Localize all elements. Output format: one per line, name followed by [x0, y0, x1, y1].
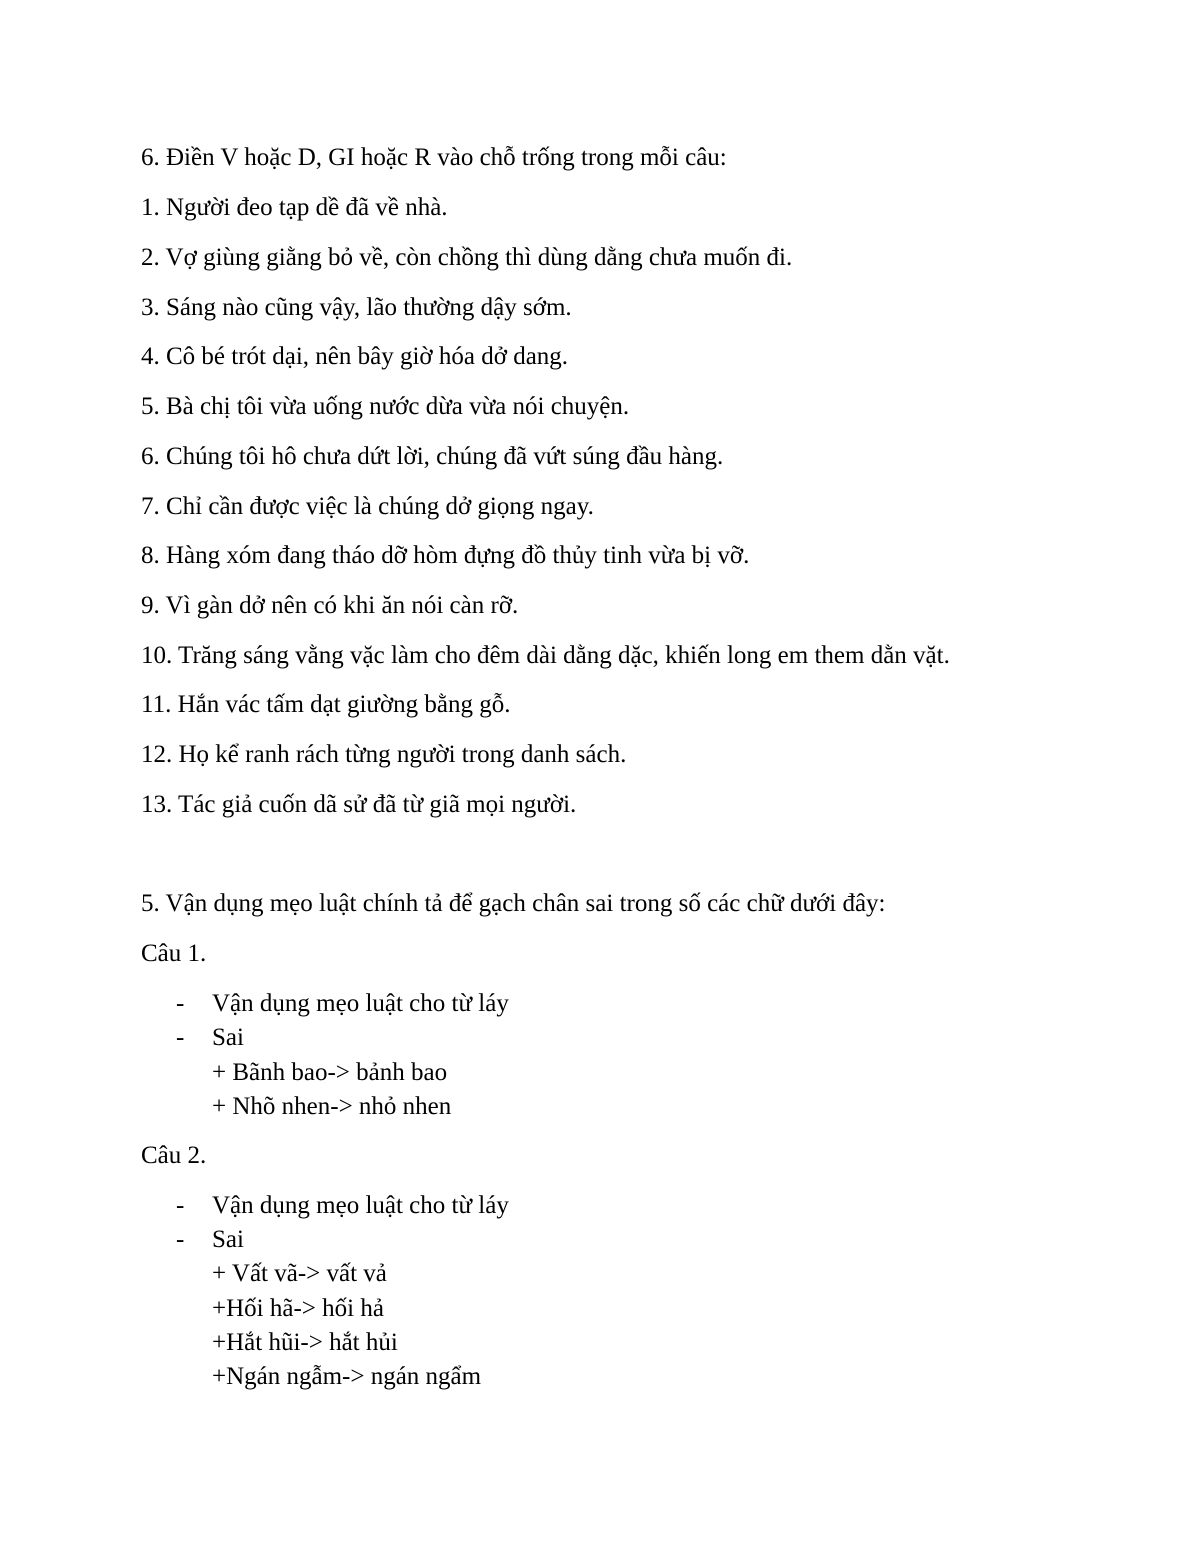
question-2-bullet-2: Sai: [212, 1226, 244, 1253]
question-1-label: Câu 1.: [141, 940, 207, 967]
exercise-6-item-4: 4. Cô bé trót dại, nên bây giờ hóa dở dang.: [141, 343, 569, 370]
exercise-5-heading: 5. Vận dụng mẹo luật chính tả để gạch chân sai trong số các chữ dưới đây:: [141, 890, 886, 917]
question-2-bullet-1: Vận dụng mẹo luật cho từ láy: [212, 1192, 509, 1219]
bullet-marker: -: [176, 1024, 185, 1051]
bullet-marker: -: [176, 990, 185, 1017]
question-2-correction-3: +Hắt hũi-> hắt hủi: [212, 1329, 398, 1356]
bullet-marker: -: [176, 1192, 185, 1219]
exercise-6-item-2: 2. Vợ giùng giằng bỏ về, còn chồng thì dùng dằng chưa muốn đi.: [141, 244, 793, 271]
exercise-6-item-6: 6. Chúng tôi hô chưa dứt lời, chúng đã vứt súng đầu hàng.: [141, 443, 724, 470]
exercise-6-item-3: 3. Sáng nào cũng vậy, lão thường dậy sớm.: [141, 294, 572, 321]
bullet-marker: -: [176, 1226, 185, 1253]
exercise-6-item-5: 5. Bà chị tôi vừa uống nước dừa vừa nói chuyện.: [141, 393, 630, 420]
question-2-label: Câu 2.: [141, 1142, 207, 1169]
exercise-6-item-13: 13. Tác giả cuốn dã sử đã từ giã mọi người.: [141, 791, 577, 818]
question-2-correction-2: +Hối hã-> hối hả: [212, 1295, 384, 1322]
question-1-bullet-1: Vận dụng mẹo luật cho từ láy: [212, 990, 509, 1017]
exercise-6-item-9: 9. Vì gàn dở nên có khi ăn nói càn rỡ.: [141, 592, 519, 619]
exercise-6-item-1: 1. Người đeo tạp dề đã về nhà.: [141, 194, 448, 221]
question-2-correction-4: +Ngán ngẫm-> ngán ngẩm: [212, 1363, 482, 1390]
question-1-correction-2: + Nhõ nhen-> nhỏ nhen: [212, 1093, 452, 1120]
exercise-6-item-12: 12. Họ kể ranh rách từng người trong danh sách.: [141, 741, 627, 768]
exercise-6-item-11: 11. Hắn vác tấm dạt giường bằng gỗ.: [141, 691, 511, 718]
question-2-correction-1: + Vất vã-> vất vả: [212, 1260, 387, 1287]
exercise-6-item-8: 8. Hàng xóm đang tháo dỡ hòm đựng đồ thủy tinh vừa bị vỡ.: [141, 542, 750, 569]
question-1-bullet-2: Sai: [212, 1024, 244, 1051]
exercise-6-item-10: 10. Trăng sáng vằng vặc làm cho đêm dài dằng dặc, khiến long em them dằn vặt.: [141, 642, 950, 669]
exercise-6-item-7: 7. Chỉ cần được việc là chúng dở giọng ngay.: [141, 493, 594, 520]
question-1-correction-1: + Bãnh bao-> bảnh bao: [212, 1059, 448, 1086]
exercise-6-heading: 6. Điền V hoặc D, GI hoặc R vào chỗ trống trong mỗi câu:: [141, 144, 727, 171]
